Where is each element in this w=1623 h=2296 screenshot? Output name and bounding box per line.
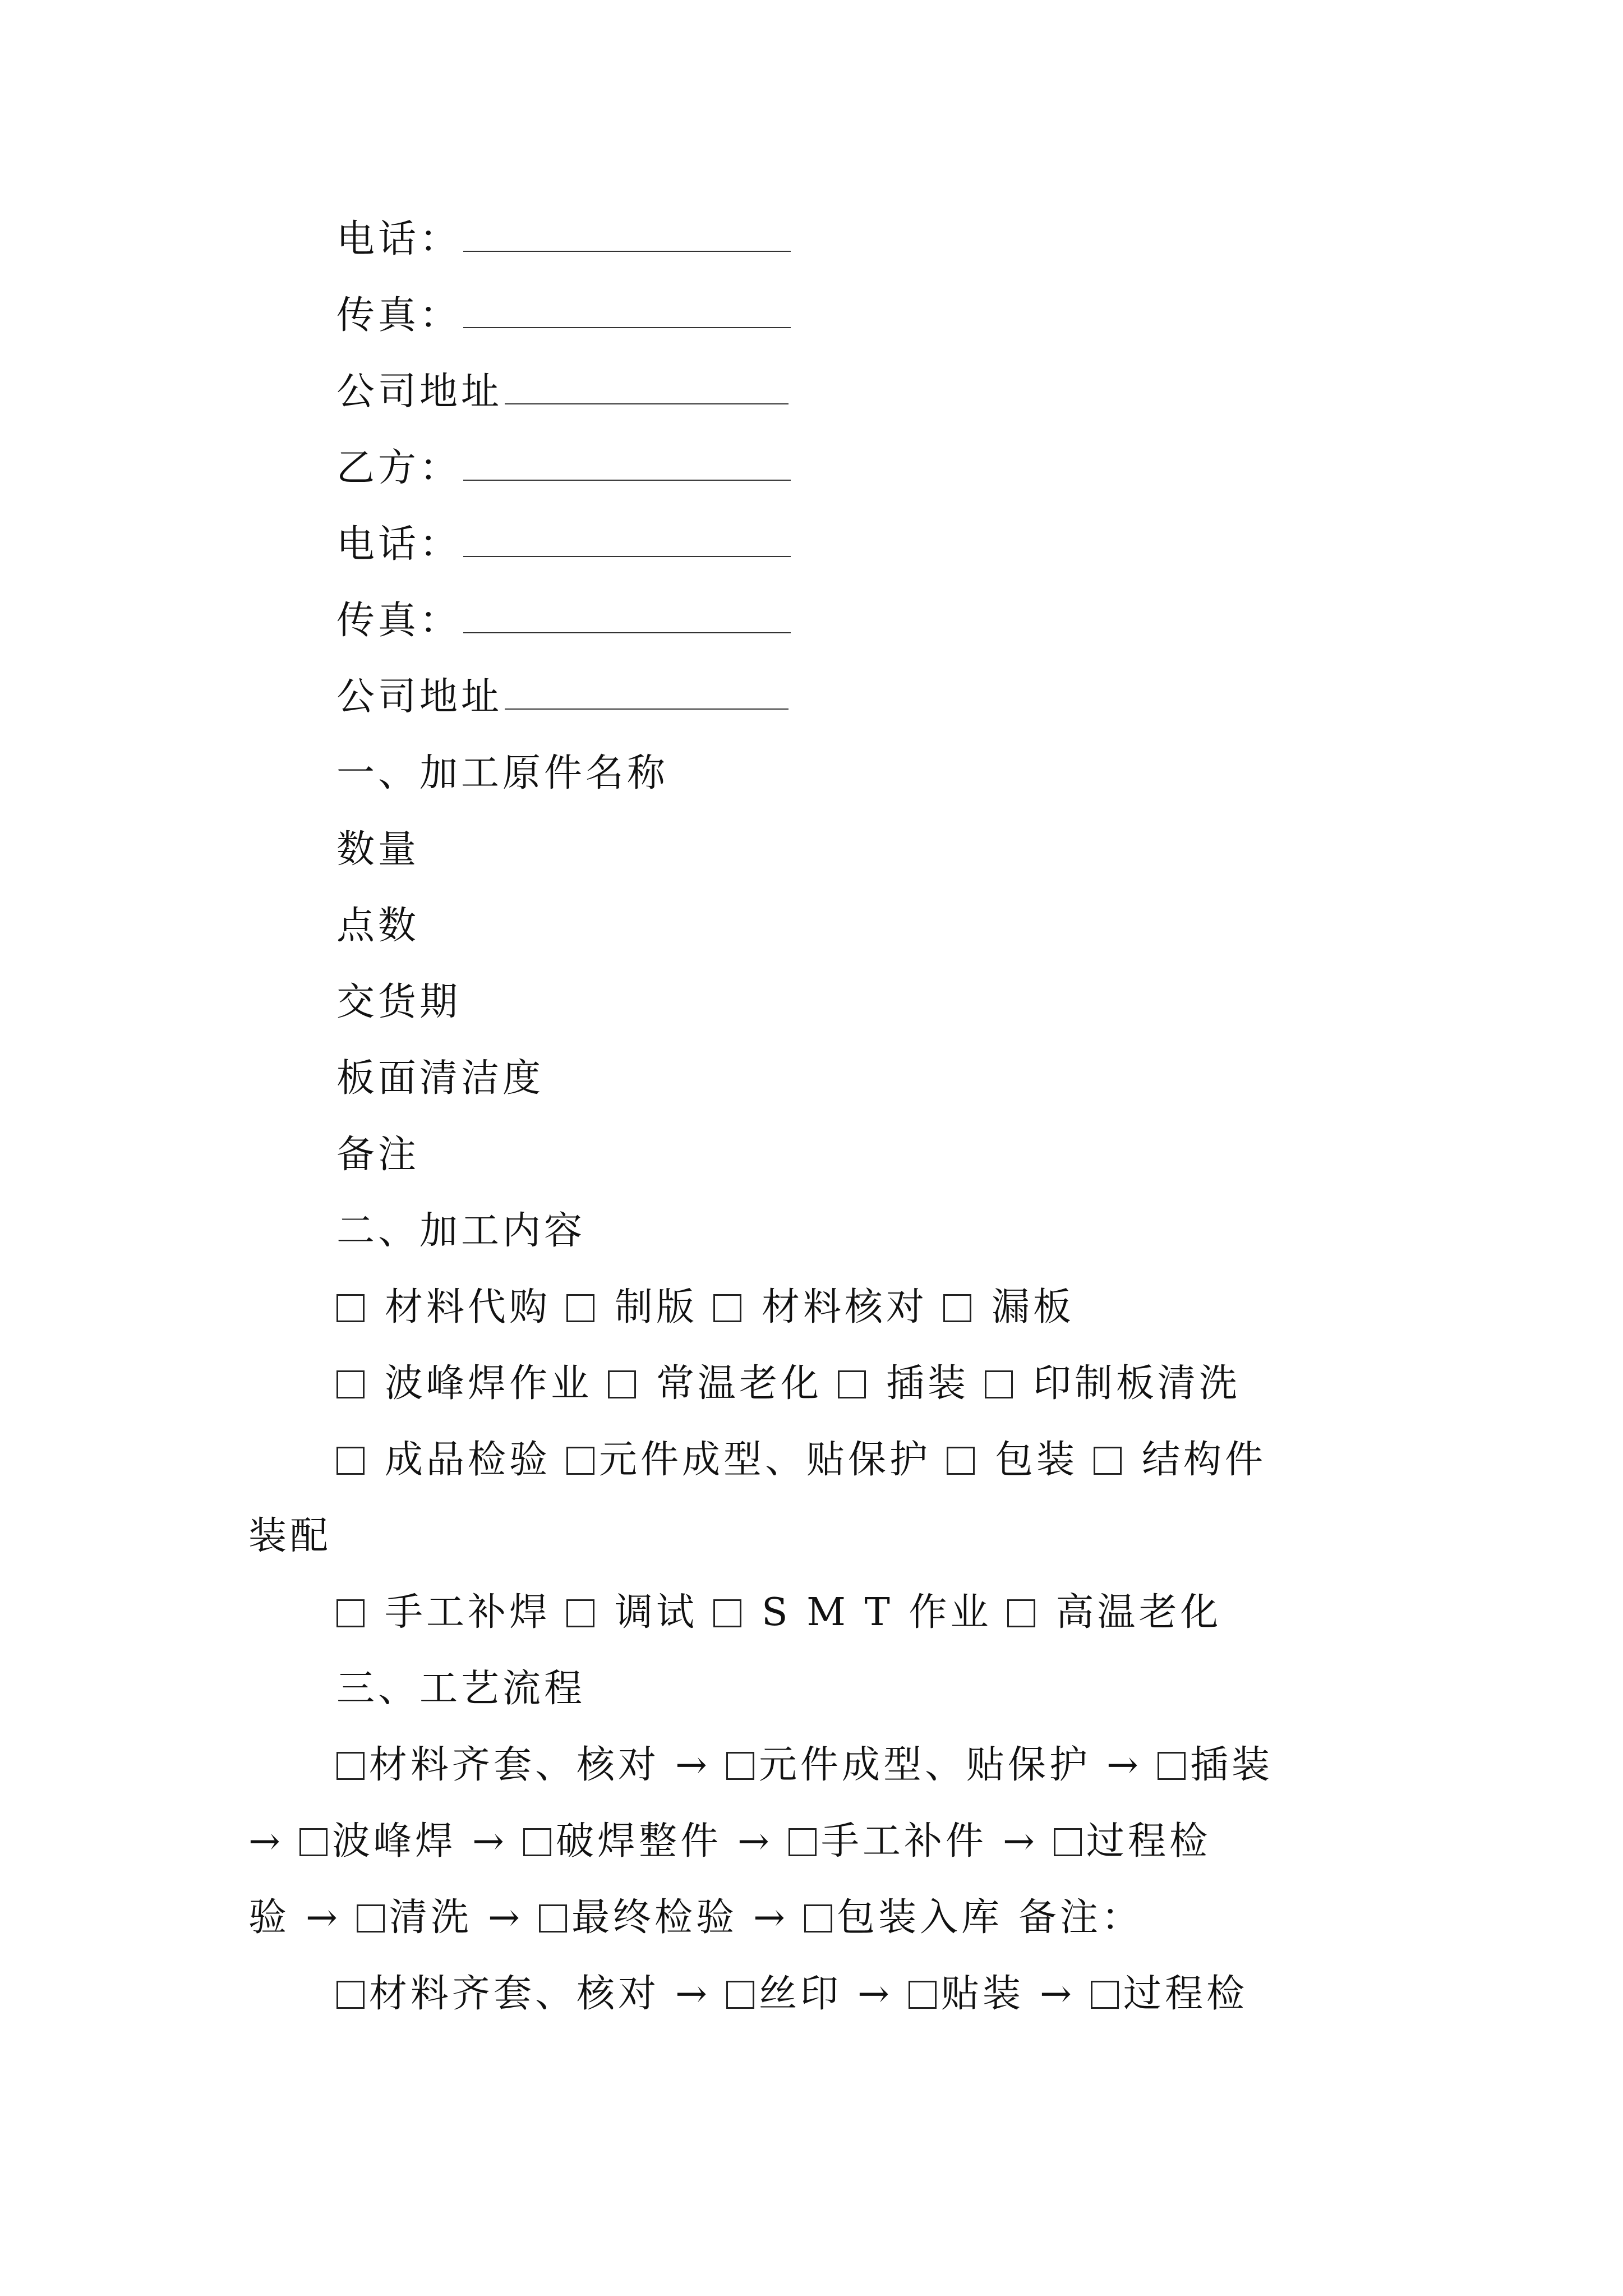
flow-step: 材料齐套、核对 (369, 1972, 660, 2016)
option-label: 结构件 (1142, 1438, 1267, 1482)
flow-1-line-2 (248, 1816, 1211, 1867)
party-b-name-label: 乙方： (336, 446, 462, 490)
flow-step: 包装入库 (837, 1895, 1003, 1940)
arrow-icon: → (488, 1895, 523, 1940)
flow-step: 元件成型、贴保护 (759, 1743, 1091, 1787)
option-label: 高温老化 (1055, 1590, 1222, 1635)
field-delivery-date: 交货期 (336, 980, 462, 1024)
arrow-icon: → (248, 1819, 284, 1864)
process-options-row-4 (336, 1588, 1221, 1638)
section-2-heading: 二、加工内容 (336, 1209, 586, 1253)
flow-step: 过程检 (1123, 1972, 1248, 2016)
process-options-row-1 (336, 1282, 1075, 1333)
party-a-fax-blank[interactable] (463, 292, 791, 328)
option-label: 常温老化 (656, 1361, 823, 1406)
party-a-address-label: 公司地址 (336, 370, 503, 414)
party-b-address-label: 公司地址 (336, 675, 503, 719)
arrow-icon: → (753, 1895, 789, 1940)
party-b-phone-label: 电话： (336, 522, 462, 567)
checkbox-wave-soldering[interactable] (336, 1370, 365, 1398)
option-label: 材料核对 (762, 1285, 928, 1329)
checkbox-final-inspection[interactable] (336, 1447, 365, 1475)
flow-step: 插装 (1190, 1743, 1274, 1787)
process-options-row-2 (336, 1359, 1241, 1409)
option-label: 调试 (615, 1590, 698, 1635)
option-label: 元件成型、贴保护 (599, 1438, 932, 1482)
party-a-fax-label: 传真： (336, 293, 462, 338)
arrow-icon: → (306, 1895, 341, 1940)
flow-step: 手工补件 (820, 1819, 987, 1864)
option-label: 印制板清洗 (1033, 1361, 1241, 1406)
option-label: 包装 (995, 1438, 1078, 1482)
section-1-heading: 一、加工原件名称 (336, 751, 669, 795)
party-b-phone-line (336, 519, 791, 570)
flow-note-label: 备注： (1018, 1895, 1144, 1940)
flow-step: 材料齐套、核对 (369, 1743, 660, 1787)
checkbox-material-check[interactable] (713, 1294, 741, 1322)
checkbox-stencil[interactable] (943, 1294, 971, 1322)
checkbox-high-temp-aging[interactable] (1007, 1599, 1035, 1627)
arrow-icon: → (675, 1972, 711, 2016)
option-label: 波峰焊作业 (385, 1361, 593, 1406)
party-a-phone-label: 电话： (336, 217, 462, 261)
flow-checkbox[interactable] (804, 1904, 832, 1932)
option-label: S M T 作业 (762, 1590, 992, 1635)
section-3-heading: 三、工艺流程 (336, 1667, 586, 1711)
flow-checkbox[interactable] (539, 1904, 567, 1932)
flow-checkbox[interactable] (336, 1752, 365, 1780)
party-b-name-blank[interactable] (463, 445, 791, 481)
flow-2-line-1 (336, 1969, 1248, 2019)
checkbox-debugging[interactable] (566, 1599, 594, 1627)
flow-checkbox[interactable] (1054, 1828, 1082, 1856)
flow-step: 破焊整件 (555, 1819, 722, 1864)
arrow-icon: → (1003, 1819, 1038, 1864)
flow-checkbox[interactable] (1091, 1981, 1119, 2009)
flow-checkbox[interactable] (726, 1752, 754, 1780)
field-remarks: 备注 (336, 1133, 420, 1177)
flow-step: 清洗 (389, 1895, 473, 1940)
field-board-cleanliness: 板面清洁度 (336, 1056, 545, 1101)
party-b-fax-blank[interactable] (463, 597, 791, 633)
checkbox-pcb-cleaning[interactable] (985, 1370, 1013, 1398)
checkbox-plate-making[interactable] (566, 1294, 594, 1322)
checkbox-smt[interactable] (713, 1599, 741, 1627)
party-b-fax-label: 传真： (336, 599, 462, 643)
checkbox-insertion[interactable] (838, 1370, 866, 1398)
flow-step: 最终检验 (571, 1895, 738, 1940)
checkbox-component-forming[interactable] (566, 1447, 594, 1475)
party-a-fax-line (336, 291, 791, 341)
party-a-phone-line (336, 214, 791, 265)
party-a-phone-blank[interactable] (463, 216, 791, 252)
party-b-address-line (336, 672, 789, 723)
flow-checkbox[interactable] (299, 1828, 328, 1856)
party-b-address-blank[interactable] (505, 674, 789, 710)
party-b-phone-blank[interactable] (463, 521, 791, 557)
flow-checkbox[interactable] (909, 1981, 937, 2009)
arrow-icon: → (737, 1819, 773, 1864)
arrow-icon: → (1040, 1972, 1075, 2016)
option-label: 材料代购 (385, 1285, 551, 1329)
option-label: 手工补焊 (385, 1590, 551, 1635)
arrow-icon: → (857, 1972, 893, 2016)
checkbox-material-purchase[interactable] (336, 1294, 365, 1322)
checkbox-manual-soldering[interactable] (336, 1599, 365, 1627)
party-a-address-line (336, 367, 789, 417)
option-label: 漏板 (992, 1285, 1075, 1329)
flow-step: 贴装 (941, 1972, 1025, 2016)
flow-checkbox[interactable] (357, 1904, 385, 1932)
party-a-address-blank[interactable] (505, 369, 789, 404)
flow-1-line-1 (336, 1740, 1273, 1791)
arrow-icon: → (1106, 1743, 1142, 1787)
flow-checkbox[interactable] (523, 1828, 551, 1856)
option-label: 插装 (886, 1361, 970, 1406)
flow-checkbox[interactable] (1158, 1752, 1186, 1780)
party-b-fax-line (336, 596, 791, 646)
checkbox-packaging[interactable] (947, 1447, 975, 1475)
flow-checkbox[interactable] (789, 1828, 817, 1856)
flow-1-line-3 (248, 1893, 1143, 1943)
flow-step: 丝印 (759, 1972, 842, 2016)
checkbox-structural-assembly[interactable] (1094, 1447, 1122, 1475)
flow-step: 过程检 (1086, 1819, 1211, 1864)
flow-checkbox[interactable] (336, 1981, 365, 2009)
flow-step: 验 (248, 1895, 291, 1940)
flow-step: 波峰焊 (331, 1819, 457, 1864)
arrow-icon: → (675, 1743, 711, 1787)
party-b-name-line (336, 443, 791, 494)
field-quantity: 数量 (336, 827, 420, 872)
process-options-row-3-wrap: 装配 (248, 1514, 332, 1558)
option-label: 制版 (615, 1285, 698, 1329)
field-points: 点数 (336, 904, 420, 948)
checkbox-room-temp-aging[interactable] (608, 1370, 636, 1398)
process-options-row-3 (336, 1435, 1266, 1485)
arrow-icon: → (472, 1819, 508, 1864)
option-label: 成品检验 (385, 1438, 551, 1482)
flow-checkbox[interactable] (726, 1981, 754, 2009)
